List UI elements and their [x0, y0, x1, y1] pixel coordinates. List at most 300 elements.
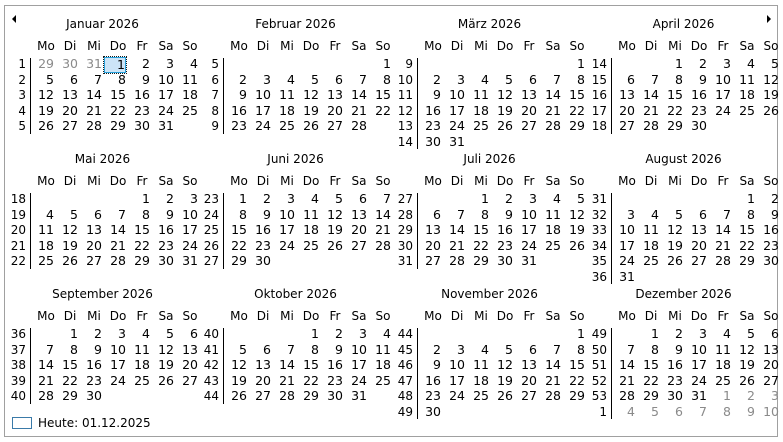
day-cell[interactable]: 5 [239, 341, 247, 357]
day-cell[interactable]: 25 [375, 372, 391, 388]
day-cell[interactable]: 6 [263, 341, 271, 357]
day-cell[interactable]: 17 [110, 357, 126, 372]
day-cell[interactable]: 16 [763, 222, 779, 237]
day-cell[interactable]: 19 [739, 357, 755, 372]
day-cell[interactable]: 16 [231, 102, 247, 118]
day-cell[interactable]: 27 [86, 253, 102, 268]
day-cell[interactable]: 22 [134, 237, 150, 253]
day-cell[interactable]: 6 [190, 326, 198, 341]
day-cell[interactable]: 26 [327, 237, 343, 253]
day-cell[interactable]: 30 [158, 253, 174, 268]
day-cell[interactable]: 26 [158, 372, 174, 388]
day-cell[interactable]: 14 [545, 357, 561, 372]
day-cell[interactable]: 13 [62, 87, 78, 102]
day-cell[interactable]: 9 [166, 206, 174, 222]
day-cell[interactable]: 10 [351, 341, 367, 357]
day-cell[interactable]: 18 [134, 357, 150, 372]
day-cell[interactable]: 27 [425, 253, 441, 268]
day-cell[interactable]: 7 [627, 341, 635, 357]
day-cell[interactable]: 27 [255, 388, 271, 403]
day-cell[interactable]: 18 [38, 237, 54, 253]
day-cell[interactable]: 22 [110, 102, 126, 118]
day-cell[interactable]: 22 [231, 237, 247, 253]
day-cell[interactable]: 20 [691, 237, 707, 253]
day-cell[interactable]: 15 [569, 357, 585, 372]
day-cell[interactable]: 5 [771, 56, 779, 71]
day-cell[interactable]: 20 [521, 102, 537, 118]
day-cell[interactable]: 10 [521, 206, 537, 222]
day-cell[interactable]: 4 [723, 326, 731, 341]
day-cell[interactable]: 18 [473, 102, 489, 118]
month-title[interactable]: Juli 2026 [463, 152, 516, 166]
day-cell[interactable]: 5 [505, 71, 513, 87]
day-cell[interactable]: 3 [723, 56, 731, 71]
day-cell[interactable]: 7 [118, 206, 126, 222]
day-cell[interactable]: 6 [627, 71, 635, 87]
day-cell[interactable]: 31 [449, 133, 465, 149]
day-cell[interactable]: 4 [311, 191, 319, 206]
day-cell[interactable]: 14 [619, 357, 635, 372]
today-link[interactable]: Heute: 01.12.2025 [38, 416, 151, 430]
day-cell[interactable]: 23 [134, 102, 150, 118]
day-cell[interactable]: 4 [481, 71, 489, 87]
day-cell[interactable]: 30 [62, 56, 78, 71]
day-cell[interactable]: 24 [351, 372, 367, 388]
day-cell[interactable]: 29 [110, 118, 126, 133]
day-cell[interactable]: 17 [255, 102, 271, 118]
day-cell[interactable]: 14 [643, 87, 659, 102]
day-cell[interactable]: 11 [182, 71, 198, 87]
day-cell[interactable]: 13 [182, 341, 198, 357]
day-cell[interactable]: 24 [619, 253, 635, 268]
day-cell[interactable]: 4 [142, 326, 150, 341]
day-cell[interactable]: 3 [457, 341, 465, 357]
day-cell[interactable]: 17 [158, 87, 174, 102]
day-cell[interactable]: 16 [425, 372, 441, 388]
day-cell[interactable]: 6 [529, 71, 537, 87]
day-cell[interactable]: 22 [303, 372, 319, 388]
day-cell[interactable]: 26 [497, 118, 513, 133]
day-cell[interactable]: 29 [134, 253, 150, 268]
day-cell[interactable]: 13 [521, 87, 537, 102]
day-cell[interactable]: 1 [239, 191, 247, 206]
day-cell[interactable]: 9 [263, 206, 271, 222]
day-cell[interactable]: 9 [771, 206, 779, 222]
day-cell[interactable]: 21 [375, 222, 391, 237]
day-cell[interactable]: 16 [497, 222, 513, 237]
day-cell[interactable]: 6 [771, 326, 779, 341]
day-cell[interactable]: 29 [569, 118, 585, 133]
day-cell[interactable]: 4 [627, 403, 635, 419]
day-cell[interactable]: 19 [763, 87, 779, 102]
day-cell[interactable]: 31 [691, 388, 707, 403]
day-cell[interactable]: 25 [545, 237, 561, 253]
day-cell[interactable]: 23 [425, 118, 441, 133]
day-cell[interactable]: 20 [763, 357, 779, 372]
day-cell[interactable]: 5 [335, 191, 343, 206]
day-cell[interactable]: 26 [763, 102, 779, 118]
day-cell[interactable]: 18 [473, 372, 489, 388]
day-cell[interactable]: 26 [667, 253, 683, 268]
day-cell[interactable]: 21 [619, 372, 635, 388]
day-cell[interactable]: 12 [231, 357, 247, 372]
day-cell[interactable]: 11 [643, 222, 659, 237]
day-cell[interactable]: 6 [70, 71, 78, 87]
day-cell[interactable]: 26 [569, 237, 585, 253]
day-cell[interactable]: 4 [287, 71, 295, 87]
day-cell[interactable]: 15 [667, 87, 683, 102]
day-cell[interactable]: 15 [375, 87, 391, 102]
month-title[interactable]: September 2026 [52, 287, 153, 301]
day-cell[interactable]: 28 [110, 253, 126, 268]
day-cell[interactable]: 6 [699, 206, 707, 222]
day-cell[interactable]: 10 [279, 206, 295, 222]
day-cell[interactable]: 30 [255, 253, 271, 268]
day-cell[interactable]: 2 [505, 191, 513, 206]
month-title[interactable]: August 2026 [645, 152, 722, 166]
day-cell[interactable]: 1 [675, 56, 683, 71]
day-cell[interactable]: 7 [723, 206, 731, 222]
day-cell[interactable]: 9 [142, 71, 150, 87]
day-cell[interactable]: 4 [481, 341, 489, 357]
day-cell[interactable]: 5 [46, 71, 54, 87]
day-cell[interactable]: 8 [142, 206, 150, 222]
day-cell[interactable]: 5 [747, 326, 755, 341]
day-cell[interactable]: 18 [375, 357, 391, 372]
day-cell[interactable]: 25 [303, 237, 319, 253]
day-cell[interactable]: 9 [675, 341, 683, 357]
day-cell[interactable]: 27 [763, 372, 779, 388]
month-title[interactable]: Oktober 2026 [254, 287, 337, 301]
day-cell[interactable]: 8 [675, 71, 683, 87]
day-cell[interactable]: 11 [38, 222, 54, 237]
day-cell[interactable]: 2 [263, 191, 271, 206]
day-cell[interactable]: 1 [651, 326, 659, 341]
day-cell[interactable]: 23 [497, 237, 513, 253]
day-cell[interactable]: 18 [643, 237, 659, 253]
day-cell[interactable]: 27 [351, 237, 367, 253]
day-cell[interactable]: 8 [577, 71, 585, 87]
day-cell[interactable]: 5 [577, 191, 585, 206]
day-cell[interactable]: 26 [303, 118, 319, 133]
day-cell[interactable]: 27 [691, 253, 707, 268]
day-cell[interactable]: 20 [182, 357, 198, 372]
day-cell[interactable]: 9 [433, 357, 441, 372]
day-cell[interactable]: 20 [86, 237, 102, 253]
day-cell[interactable]: 18 [715, 357, 731, 372]
day-cell[interactable]: 19 [158, 357, 174, 372]
day-cell[interactable]: 28 [715, 253, 731, 268]
day-cell[interactable]: 12 [497, 357, 513, 372]
day-cell[interactable]: 16 [86, 357, 102, 372]
day-cell[interactable]: 28 [449, 253, 465, 268]
day-cell[interactable]: 24 [110, 372, 126, 388]
day-cell[interactable]: 26 [497, 388, 513, 403]
day-cell[interactable]: 20 [327, 102, 343, 118]
day-cell[interactable]: 1 [311, 326, 319, 341]
day-cell[interactable]: 29 [569, 388, 585, 403]
day-cell[interactable]: 1 [142, 191, 150, 206]
day-cell[interactable]: 14 [715, 222, 731, 237]
month-title[interactable]: März 2026 [457, 17, 522, 31]
day-cell[interactable]: 18 [279, 102, 295, 118]
day-cell[interactable]: 2 [675, 326, 683, 341]
day-cell[interactable]: 23 [327, 372, 343, 388]
day-cell[interactable]: 21 [38, 372, 54, 388]
day-cell[interactable]: 29 [303, 388, 319, 403]
day-cell[interactable]: 4 [190, 56, 198, 71]
day-cell[interactable]: 25 [715, 372, 731, 388]
day-cell[interactable]: 23 [425, 388, 441, 403]
day-cell[interactable]: 30 [763, 253, 779, 268]
day-cell[interactable]: 8 [118, 71, 126, 87]
day-cell[interactable]: 20 [62, 102, 78, 118]
day-cell[interactable]: 7 [359, 71, 367, 87]
day-cell[interactable]: 30 [667, 388, 683, 403]
day-cell[interactable]: 10 [449, 87, 465, 102]
day-cell[interactable]: 25 [134, 372, 150, 388]
day-cell[interactable]: 28 [375, 237, 391, 253]
day-cell[interactable]: 22 [62, 372, 78, 388]
month-title[interactable]: Dezember 2026 [635, 287, 732, 301]
day-cell[interactable]: 11 [739, 71, 755, 87]
day-cell[interactable]: 2 [335, 326, 343, 341]
day-cell[interactable]: 31 [619, 268, 635, 284]
day-cell[interactable]: 15 [569, 87, 585, 102]
day-cell[interactable]: 16 [327, 357, 343, 372]
day-cell[interactable]: 2 [771, 191, 779, 206]
day-cell[interactable]: 15 [110, 87, 126, 102]
day-cell[interactable]: 21 [279, 372, 295, 388]
day-cell[interactable]: 19 [569, 222, 585, 237]
day-cell[interactable]: 2 [142, 56, 150, 71]
day-cell[interactable]: 4 [651, 206, 659, 222]
day-cell[interactable]: 5 [675, 206, 683, 222]
day-cell[interactable]: 17 [619, 237, 635, 253]
day-cell[interactable]: 25 [739, 102, 755, 118]
day-cell[interactable]: 21 [449, 237, 465, 253]
day-cell[interactable]: 8 [239, 206, 247, 222]
day-cell[interactable]: 12 [739, 341, 755, 357]
month-title[interactable]: Juni 2026 [267, 152, 324, 166]
day-cell[interactable]: 18 [739, 87, 755, 102]
day-cell[interactable]: 19 [327, 222, 343, 237]
day-cell[interactable]: 12 [763, 71, 779, 87]
day-cell[interactable]: 7 [287, 341, 295, 357]
day-cell[interactable]: 27 [619, 118, 635, 133]
day-cell[interactable]: 13 [351, 206, 367, 222]
day-cell[interactable]: 21 [351, 102, 367, 118]
day-cell[interactable]: 6 [335, 71, 343, 87]
day-cell[interactable]: 1 [577, 326, 585, 341]
day-cell[interactable]: 16 [691, 87, 707, 102]
day-cell[interactable]: 31 [158, 118, 174, 133]
day-cell[interactable]: 2 [239, 71, 247, 87]
day-cell[interactable]: 2 [166, 191, 174, 206]
day-cell[interactable]: 6 [359, 191, 367, 206]
day-cell[interactable]: 17 [279, 222, 295, 237]
day-cell[interactable]: 14 [38, 357, 54, 372]
day-cell[interactable]: 31 [182, 253, 198, 268]
day-cell[interactable]: 8 [383, 71, 391, 87]
day-cell[interactable]: 28 [38, 388, 54, 403]
day-cell[interactable]: 27 [327, 118, 343, 133]
day-cell[interactable]: 19 [62, 237, 78, 253]
day-cell[interactable]: 29 [38, 56, 54, 71]
day-cell[interactable]: 1 [104, 57, 126, 73]
day-cell[interactable]: 25 [643, 253, 659, 268]
day-cell[interactable]: 19 [38, 102, 54, 118]
day-cell[interactable]: 26 [231, 388, 247, 403]
month-title[interactable]: April 2026 [652, 17, 715, 31]
day-cell[interactable]: 9 [699, 71, 707, 87]
day-cell[interactable]: 12 [158, 341, 174, 357]
day-cell[interactable]: 29 [231, 253, 247, 268]
day-cell[interactable]: 15 [739, 222, 755, 237]
day-cell[interactable]: 16 [255, 222, 271, 237]
day-cell[interactable]: 1 [383, 56, 391, 71]
day-cell[interactable]: 10 [715, 71, 731, 87]
day-cell[interactable]: 10 [691, 341, 707, 357]
day-cell[interactable]: 9 [505, 206, 513, 222]
day-cell[interactable]: 4 [553, 191, 561, 206]
day-cell[interactable]: 22 [643, 372, 659, 388]
day-cell[interactable]: 7 [46, 341, 54, 357]
day-cell[interactable]: 25 [38, 253, 54, 268]
day-cell[interactable]: 16 [425, 102, 441, 118]
day-cell[interactable]: 17 [691, 357, 707, 372]
day-cell[interactable]: 27 [62, 118, 78, 133]
day-cell[interactable]: 19 [667, 237, 683, 253]
day-cell[interactable]: 8 [311, 341, 319, 357]
day-cell[interactable]: 21 [545, 102, 561, 118]
day-cell[interactable]: 24 [449, 118, 465, 133]
day-cell[interactable]: 26 [38, 118, 54, 133]
day-cell[interactable]: 6 [94, 206, 102, 222]
day-cell[interactable]: 23 [255, 237, 271, 253]
day-cell[interactable]: 13 [763, 341, 779, 357]
day-cell[interactable]: 17 [449, 102, 465, 118]
day-cell[interactable]: 29 [739, 253, 755, 268]
day-cell[interactable]: 12 [327, 206, 343, 222]
day-cell[interactable]: 26 [62, 253, 78, 268]
day-cell[interactable]: 20 [521, 372, 537, 388]
day-cell[interactable]: 8 [747, 206, 755, 222]
day-cell[interactable]: 23 [158, 237, 174, 253]
day-cell[interactable]: 12 [497, 87, 513, 102]
day-cell[interactable]: 11 [715, 341, 731, 357]
day-cell[interactable]: 1 [723, 388, 731, 403]
day-cell[interactable]: 2 [747, 388, 755, 403]
day-cell[interactable]: 10 [255, 87, 271, 102]
day-cell[interactable]: 28 [643, 118, 659, 133]
month-title[interactable]: Mai 2026 [74, 152, 131, 166]
day-cell[interactable]: 10 [182, 206, 198, 222]
day-cell[interactable]: 8 [651, 341, 659, 357]
day-cell[interactable]: 2 [433, 71, 441, 87]
day-cell[interactable]: 17 [182, 222, 198, 237]
day-cell[interactable]: 30 [327, 388, 343, 403]
day-cell[interactable]: 29 [62, 388, 78, 403]
day-cell[interactable]: 22 [667, 102, 683, 118]
day-cell[interactable]: 17 [449, 372, 465, 388]
day-cell[interactable]: 1 [747, 191, 755, 206]
day-cell[interactable]: 7 [699, 403, 707, 419]
month-title[interactable]: Februar 2026 [255, 17, 336, 31]
day-cell[interactable]: 22 [739, 237, 755, 253]
day-cell[interactable]: 23 [667, 372, 683, 388]
day-cell[interactable]: 16 [158, 222, 174, 237]
day-cell[interactable]: 3 [627, 206, 635, 222]
day-cell[interactable]: 17 [351, 357, 367, 372]
day-cell[interactable]: 25 [473, 118, 489, 133]
day-cell[interactable]: 4 [383, 326, 391, 341]
day-cell[interactable]: 29 [667, 118, 683, 133]
day-cell[interactable]: 31 [351, 388, 367, 403]
day-cell[interactable]: 5 [311, 71, 319, 87]
day-cell[interactable]: 24 [255, 118, 271, 133]
day-cell[interactable]: 5 [505, 341, 513, 357]
day-cell[interactable]: 12 [38, 87, 54, 102]
day-cell[interactable]: 3 [287, 191, 295, 206]
day-cell[interactable]: 8 [577, 341, 585, 357]
day-cell[interactable]: 11 [545, 206, 561, 222]
day-cell[interactable]: 12 [303, 87, 319, 102]
day-cell[interactable]: 7 [553, 71, 561, 87]
day-cell[interactable]: 14 [86, 87, 102, 102]
day-cell[interactable]: 19 [497, 102, 513, 118]
day-cell[interactable]: 21 [86, 102, 102, 118]
day-cell[interactable]: 11 [473, 357, 489, 372]
day-cell[interactable]: 12 [667, 222, 683, 237]
day-cell[interactable]: 9 [239, 87, 247, 102]
day-cell[interactable]: 13 [425, 222, 441, 237]
day-cell[interactable]: 21 [110, 237, 126, 253]
day-cell[interactable]: 23 [691, 102, 707, 118]
day-cell[interactable]: 20 [425, 237, 441, 253]
day-cell[interactable]: 1 [70, 326, 78, 341]
day-cell[interactable]: 20 [255, 372, 271, 388]
day-cell[interactable]: 22 [473, 237, 489, 253]
day-cell[interactable]: 5 [651, 403, 659, 419]
day-cell[interactable]: 7 [457, 206, 465, 222]
day-cell[interactable]: 24 [158, 102, 174, 118]
day-cell[interactable]: 19 [231, 372, 247, 388]
day-cell[interactable]: 5 [166, 326, 174, 341]
day-cell[interactable]: 31 [86, 56, 102, 71]
day-cell[interactable]: 9 [94, 341, 102, 357]
day-cell[interactable]: 7 [94, 71, 102, 87]
day-cell[interactable]: 26 [739, 372, 755, 388]
day-cell[interactable]: 14 [279, 357, 295, 372]
day-cell[interactable]: 11 [375, 341, 391, 357]
day-cell[interactable]: 7 [383, 191, 391, 206]
day-cell[interactable]: 30 [86, 388, 102, 403]
day-cell[interactable]: 18 [303, 222, 319, 237]
day-cell[interactable]: 2 [94, 326, 102, 341]
day-cell[interactable]: 30 [134, 118, 150, 133]
day-cell[interactable]: 11 [473, 87, 489, 102]
day-cell[interactable]: 8 [723, 403, 731, 419]
day-cell[interactable]: 16 [134, 87, 150, 102]
day-cell[interactable]: 24 [449, 388, 465, 403]
day-cell[interactable]: 23 [231, 118, 247, 133]
day-cell[interactable]: 4 [747, 56, 755, 71]
day-cell[interactable]: 15 [231, 222, 247, 237]
day-cell[interactable]: 7 [553, 341, 561, 357]
day-cell[interactable]: 15 [303, 357, 319, 372]
day-cell[interactable]: 13 [255, 357, 271, 372]
